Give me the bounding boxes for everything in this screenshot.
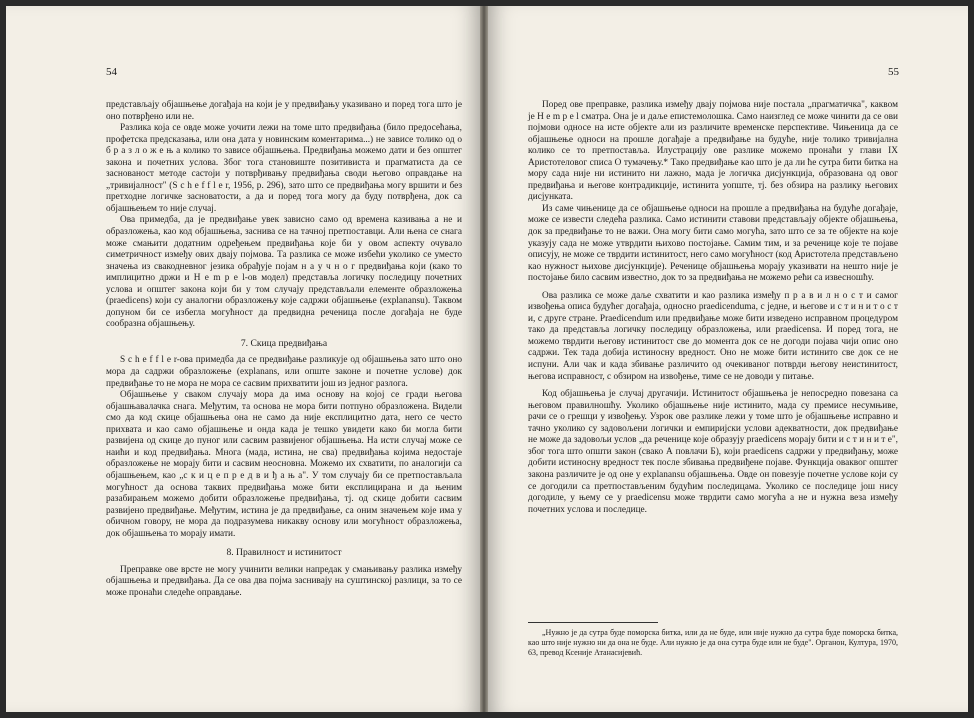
section-heading-8: 8. Правилност и истинитост (226, 547, 342, 559)
paragraph: Објашњење у сваком случају мора да има основу на којој се гради његова објашњавалачка снага. Међутим, та основа не мора бити потпуно образложена. Видели смо да код скице објашњења она не само да није експлицитно дата, него се често прихвата и као само објашњење и онда када је тешко увидети како би могла бити развијена од скице до пуног или сасвим развијеног објашњења. На исти случај може се наићи и код предвиђања. Многа (мада, истина, не сва) предвиђања којима недостаје образложење не морају бити и сасвим неосновна. Можемо их схватити, по аналогији са објашњењем, као „с к и ц е п р е д в и ђ а њ а". У том случају би се претпостављала могућност да основа таквих предвиђања може бити експлицирана и да њеним разабирањем можемо добити образложење предвиђања, тј. од скице добити сасвим развијено предвиђање. Међутим, истина је да предвиђање, са оним значењем које има у обичном говору, не мора да подразумева никакву основу или могућност образложења, док објашњења то морају имати. (106, 390, 462, 539)
right-page (488, 6, 968, 712)
footnote (528, 628, 898, 658)
paragraph: Ова примедба, да је предвиђање увек зависно само од времена казивања а не и образложења, као код објашњења, заснива се на тачној претпоставци. Али њена се снага може смањити додатним одређењем предвиђања које би у овом аспекту очувало симетричност између ових двају појмова. Та разлика се може избећи уколико се уместо значења из свакодневног језика обрађује појам н а у ч н о г предвиђања који (како то имплицитно држи и H e m p e l-ов модел) представља логичку последицу почетних услова и општег закона који би у том случају представљали елементе образложења (praedicens) који су аналогни образложењу које садржи објашњење (explanansu). Таквом допуном би се избегла могућност да предвидна реченица после догађаја не буде сообразна објашњењу. (106, 215, 462, 330)
paragraph: Код објашњења је случај другачији. Истинитост објашњења је непосредно повезана са његовом правилношћу. Уколико објашњење није истинито, мада су премисе несумњиве, рачи се о грешци у извођењу. Узрок ове разлике лежи у томе што је објашњење исправно и тачно уколико су задовољени логички и емпиријски услови адекватности, док предвиђање не може да задовољи услов „да реченице које образују praedicens морају бити и с т и н и т е", због тога што општи закон (свако А повлачи Б), који praedicens садржи у предвиђању, може добити истиносну вредност тек после збивања предвиђене појаве. Функција оваквог општег закона различите је од оне у explanansu објашњења. Овде он повезује почетне услове који су се догодили са претпостављеним будућим последицама. Уколико се последице још нису догодиле, у њему се у praedicensu може тврдити само могућа а не и нужна веза између почетних услова и последице. (528, 389, 898, 515)
paragraph: Разлика која се овде може уочити лежи на томе што предвиђања (било предосећања, профетска предсказања, или она дата у новинским коментарима...) не зависе толико од о б р а з л о ж е њ а колико то зависе објашњења. Предвиђања можемо дати и без општег закона и почетних услова. Због тога становиште позитивиста и прагматиста да се заснованост методе састоји у потврђивању предвиђања своди његово оправдање на „тривијалност" (S c h e f f l e r, 1956, p. 296), зато што се предвиђања могу вршити и без претходне логичке засноватости, а да и поред тога могу да буду потврђена, док са објашњењем то није случај. (106, 123, 462, 214)
paragraph: Преправке ове врсте не могу учинити велики напредак у смањивању разлика између објашњења и предвиђања. Да се ова два појма заснивају на суштинској разлици, за то се може пронаћи следеће оправдање. (106, 564, 462, 598)
paragraph: Ова разлика се може даље схватити и као разлика између п р а в и л н о с т и самог извођења описа будућег догађаја, односно praedicendumа, с једне, и његове и с т и н и т о с т и, с друге стране. Praedicendum или предвиђање може бити изведено исправном процедуром тако да представља логичку последицу образложења, или praedicensа. И поред тога, не можемо тврдити његову истинитост све до момента док се не догоди појава чији опис оно садржи. Тек тада добија истиносну вредност. Оно не може бити истинито све док се не испуни. Али чак и када збивање различито од очекиваног потврди његову неистинитост, његова исправност, с обзиром на извођење, тиме се не доводи у питање. (528, 290, 898, 382)
left-page-text (106, 100, 462, 599)
page-number-right: 55 (888, 66, 899, 78)
book-gutter (480, 6, 488, 712)
paragraph: Из саме чињенице да се објашњење односи на прошле а предвиђања на будуће догађаје, може се извести следећа разлика. Само истинити ставови представљају објекте објашњења, док за предвиђање то не важи. Она могу бити само могућа, зато што се за те објекте на које указују сада не може утврдити њихово постојање. Самим тим, и за реченице које те појаве описују, не може се тврдити истинитост, него само могућност (код Аристотела представљено као нужност њихове дисјункције). Реченице објашњења морају указивати на нешто није је постојање било сасвим известно, док то за предвиђања не можемо рећи са извесношћу. (528, 203, 898, 284)
page-number-left: 54 (106, 66, 117, 78)
left-page (6, 6, 480, 712)
footnote-text: „Нужно је да сутра буде поморска битка, или да не буде, или није нужно да сутра буде поморска битка, као што није нужно ни да она не буде. Али нужно је да она сутра буде или не буде". Органон, Култура, 1970, 63, превод Ксеније Атанасијевић. (528, 628, 898, 657)
paragraph: S c h e f f l e r-ова примедба да се предвиђање разликује од објашњења зато што оно мора да садржи образложење (explanans, или опште законе и почетне услове) док предвиђање то не мора не мора се сасвим прихватити још из једног разлога. (106, 355, 462, 389)
right-page-text (528, 100, 898, 516)
paragraph: представљају објашњење догађаја на који је у предвиђању указивано и поред тога што је оно потврђено или не. (106, 100, 462, 122)
paragraph: Поред ове преправке, разлика између двају појмова није постала „прагматичка", каквом је H e m p e l смaтра. Она је и даље епистемолошка. Само наизглед се може чинити да се ови појмови односе на исте објекте али из различите временске перспективе. Чињеница да се објашњење односи на прошле догађаје а предвиђање на будуће, није толико тривијална колико се то претпоставља. Илустрацију ове разлике можемо пронаћи у глави IX Аристотеловог списа О тумачењу.* Тако предвиђање као што је да ли ће сутра бити битка на мору сада није ни истинито ни лажно, мада је логичка дисјункција, образована од овог предвиђања и његове контрадикције, истинита уопште, тј. без обзира на разлику његових дисјунката. (528, 100, 898, 203)
section-heading-7: 7. Скица предвиђања (240, 337, 328, 349)
footnote-rule (528, 622, 658, 623)
